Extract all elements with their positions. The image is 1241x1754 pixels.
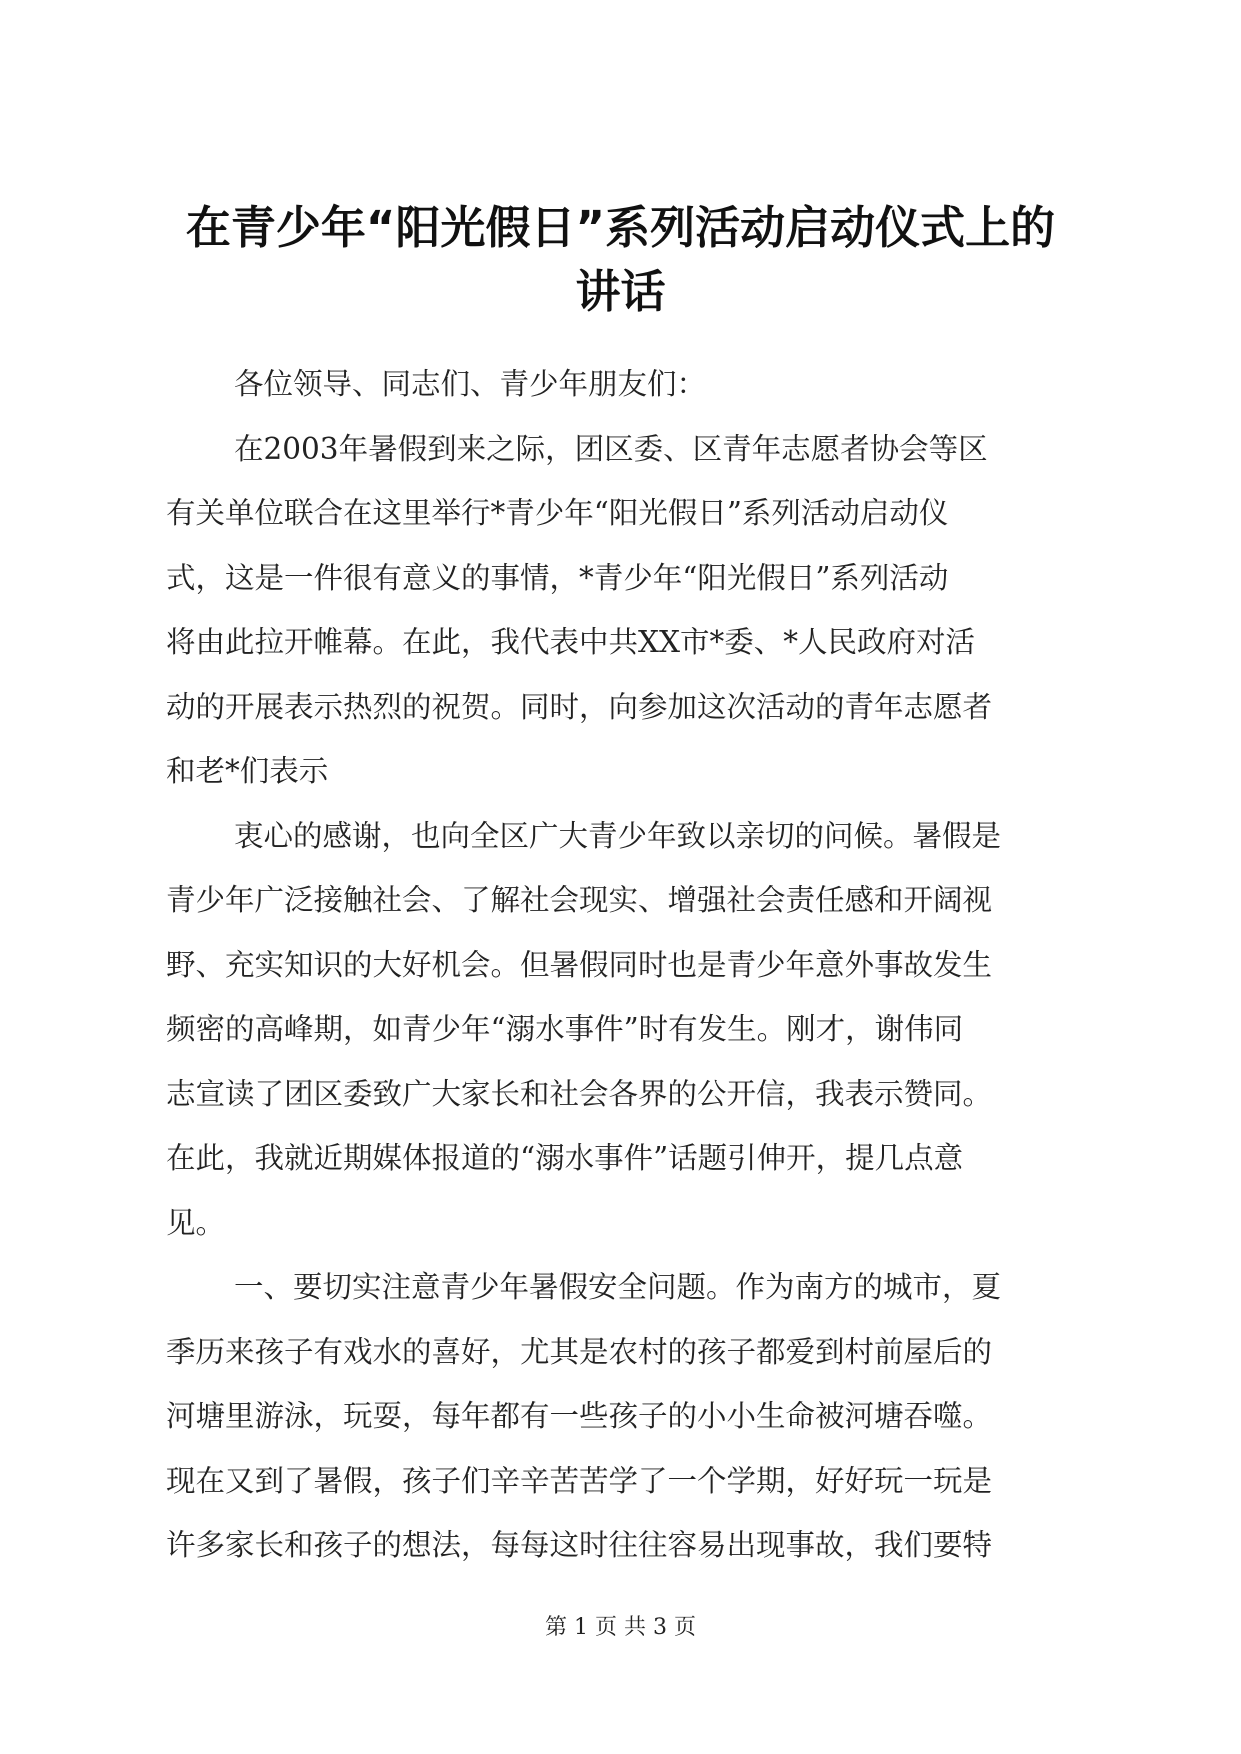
title-line-2: 讲话 [575,265,666,318]
paragraph-line: 季历来孩子有戏水的喜好，尤其是农村的孩子都爱到村前屋后的 [166,1334,993,1369]
paragraph-line: 见。 [166,1205,226,1240]
paragraph-line: 河塘里游泳，玩耍，每年都有一些孩子的小小生命被河塘吞噬。 [166,1399,993,1433]
paragraph-line: 一、要切实注意青少年暑假安全问题。作为南方的城市，夏 [234,1270,1002,1304]
paragraph-line: 和老*们表示 [166,754,329,788]
paragraph-line: 许多家长和孩子的想法，每每这时往往容易出现事故，我们要特 [166,1528,993,1562]
paragraph-line: 有关单位联合在这里举行*青少年“阳光假日”系列活动启动仪 [166,496,949,530]
paragraph-line: 野、充实知识的大好机会。但暑假同时也是青少年意外事故发生 [166,947,993,982]
page-number-footer: 第 1 页 共 3 页 [545,1615,696,1640]
paragraph-line: 频密的高峰期，如青少年“溺水事件”时有发生。刚才，谢伟同 [166,1012,964,1046]
paragraph-line: 志宣读了团区委致广大家长和社会各界的公开信，我表示赞同。 [166,1076,993,1111]
paragraph-line: 青少年广泛接触社会、了解社会现实、增强社会责任感和开阔视 [166,883,993,917]
salutation: 各位领导、同志们、青少年朋友们： [234,367,707,401]
paragraph-line: 在2003年暑假到来之际，团区委、区青年志愿者协会等区 [234,431,988,466]
document-body [166,352,1086,1578]
paragraph-line: 在此，我就近期媒体报道的“溺水事件”话题引伸开，提几点意 [166,1141,964,1175]
paragraph-line: 现在又到了暑假，孩子们辛辛苦苦学了一个学期，好好玩一玩是 [166,1463,993,1498]
document-title [100,196,1141,324]
paragraph-line: 式，这是一件很有意义的事情，*青少年“阳光假日”系列活动 [166,560,949,595]
paragraph-line: 衷心的感谢，也向全区广大青少年致以亲切的问候。暑假是 [234,818,1002,853]
paragraph-line: 将由此拉开帷幕。在此，我代表中共XX市*委、*人民政府对活 [166,625,976,659]
paragraph-line: 动的开展表示热烈的祝贺。同时，向参加这次活动的青年志愿者 [166,689,993,724]
title-line-1: 在青少年“阳光假日”系列活动启动仪式上的 [185,201,1056,254]
